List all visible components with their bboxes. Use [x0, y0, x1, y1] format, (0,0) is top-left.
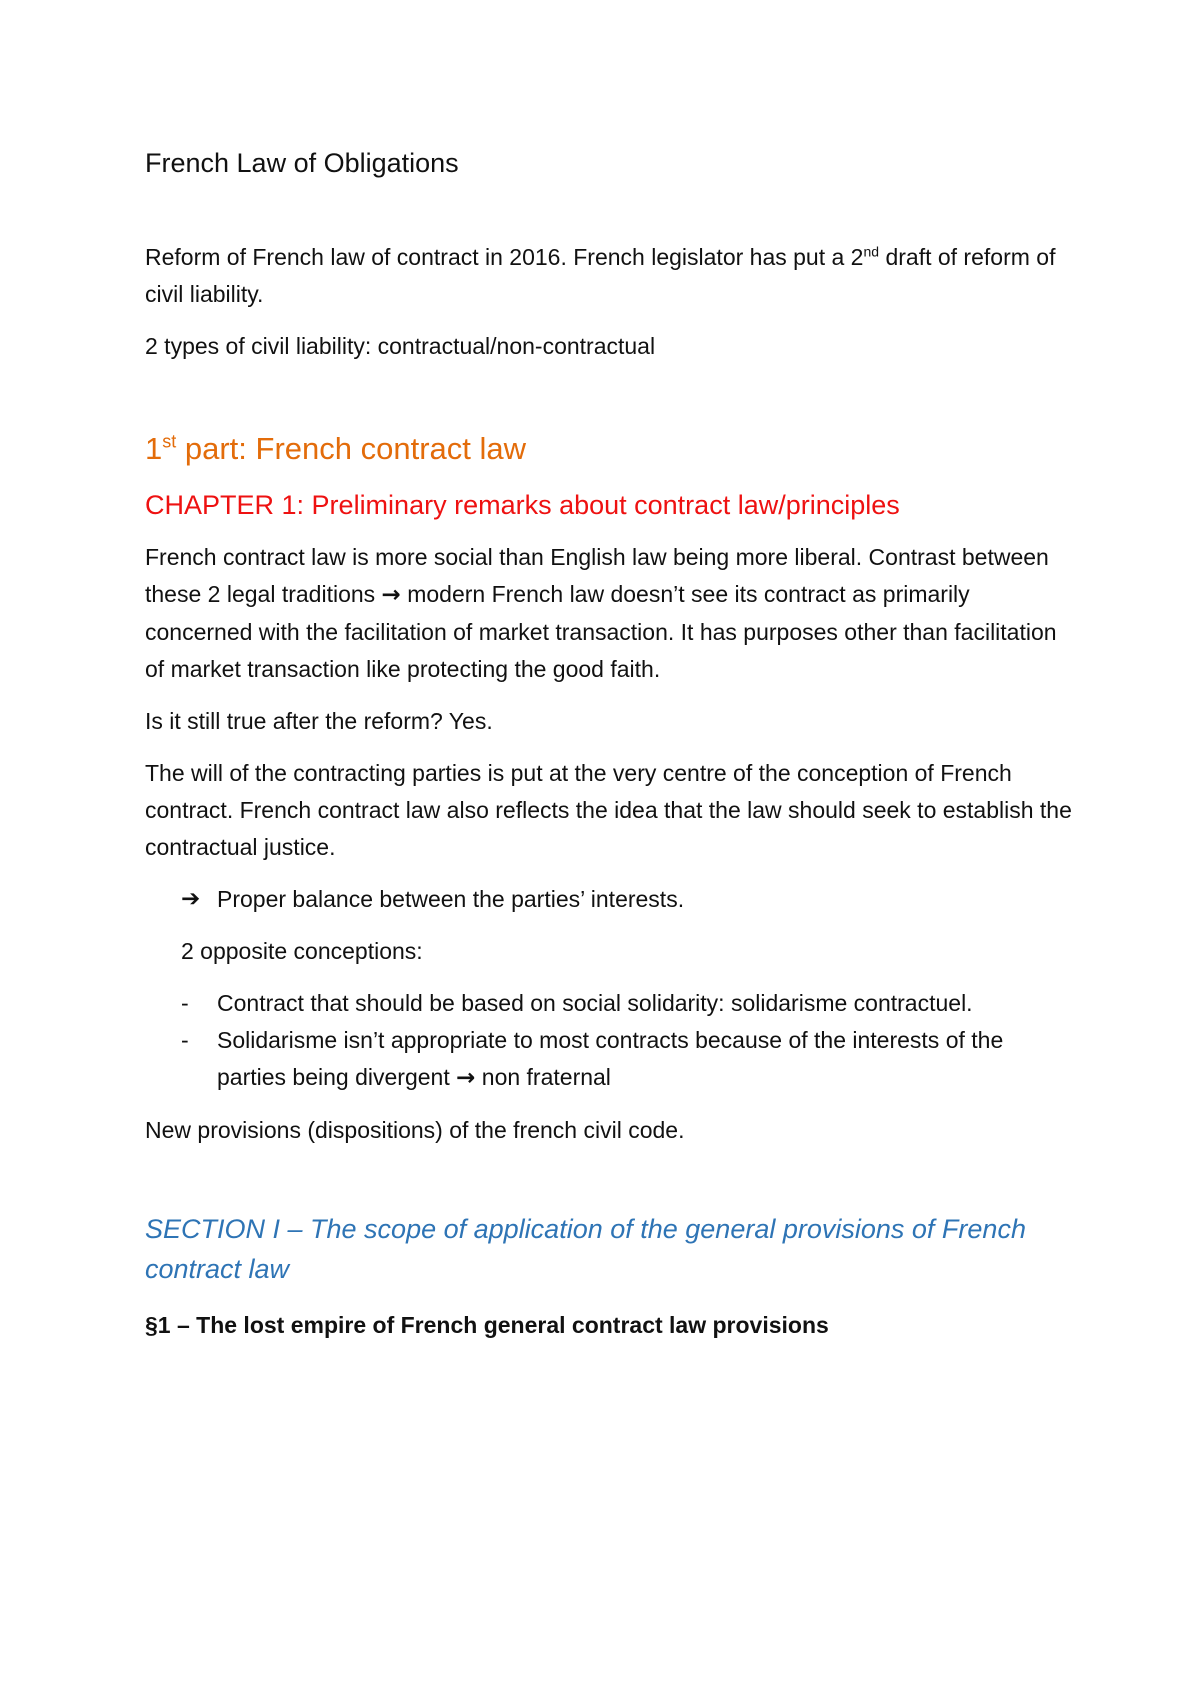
- arrow-bullet-icon: ➔: [181, 886, 201, 912]
- intro-text-a: Reform of French law of contract in 2016. French legislator has put a 2: [145, 244, 864, 270]
- right-arrow-icon: →: [381, 582, 401, 608]
- page-content: [145, 146, 1075, 1344]
- body-p1-text-b: modern French law doesn’t see its contract as primarily concerned with the facilitation of market transaction. It has purposes other than facilitation of market transaction like protecting the good faith.: [145, 581, 1057, 682]
- part-number: 1: [145, 431, 163, 466]
- part-heading: [145, 429, 1075, 469]
- chapter-title: Preliminary remarks about contract law/principles: [304, 490, 900, 520]
- part-label: part: French contract law: [176, 431, 527, 466]
- liability-types-paragraph: 2 types of civil liability: contractual/non-contractual: [145, 333, 656, 359]
- document-title: French Law of Obligations: [145, 148, 459, 178]
- ordinal-superscript: nd: [863, 243, 880, 260]
- chapter-heading: [145, 487, 1075, 523]
- intro-text-b: draft of reform of civil liability.: [145, 244, 1056, 307]
- list-item: [181, 1022, 1075, 1097]
- conceptions-list: [145, 985, 1075, 1097]
- arrow-list-item: [145, 881, 1075, 918]
- part-ordinal-superscript: st: [162, 431, 177, 452]
- body-paragraph-3: The will of the contracting parties is put at the very centre of the conception of French contract. French contract law also reflects the idea that the law should seek to establish the contractual justice.: [145, 760, 1072, 860]
- list-item-text: Contract that should be based on social solidarity: solidarisme contractuel.: [217, 990, 973, 1016]
- dash-bullet-icon: -: [181, 990, 189, 1016]
- bullet2-text-b: non fraternal: [475, 1064, 611, 1090]
- subsection-heading: §1 – The lost empire of French general contract law provisions: [145, 1312, 829, 1338]
- right-arrow-icon: →: [456, 1065, 476, 1091]
- arrow-list-item-text: Proper balance between the parties’ interests.: [217, 886, 685, 912]
- conceptions-label: 2 opposite conceptions:: [181, 938, 423, 964]
- list-item: [181, 985, 1075, 1022]
- body-paragraph-2: Is it still true after the reform? Yes.: [145, 708, 493, 734]
- intro-paragraph: [145, 239, 1075, 313]
- body-paragraph-1: [145, 539, 1075, 688]
- dash-bullet-icon: -: [181, 1027, 189, 1053]
- section-heading: SECTION I – The scope of application of the general provisions of French contract law: [145, 1214, 1026, 1284]
- body-p1-text-a: French contract law is more social than English law being more liberal. Contrast between these 2 legal traditions: [145, 544, 1049, 607]
- body-paragraph-4: New provisions (dispositions) of the french civil code.: [145, 1117, 685, 1143]
- bullet2-text-a: Solidarisme isn’t appropriate to most contracts because of the interests of the parties being divergent: [217, 1027, 1004, 1090]
- list-item-text: [217, 1022, 1075, 1097]
- chapter-label: CHAPTER 1:: [145, 490, 305, 520]
